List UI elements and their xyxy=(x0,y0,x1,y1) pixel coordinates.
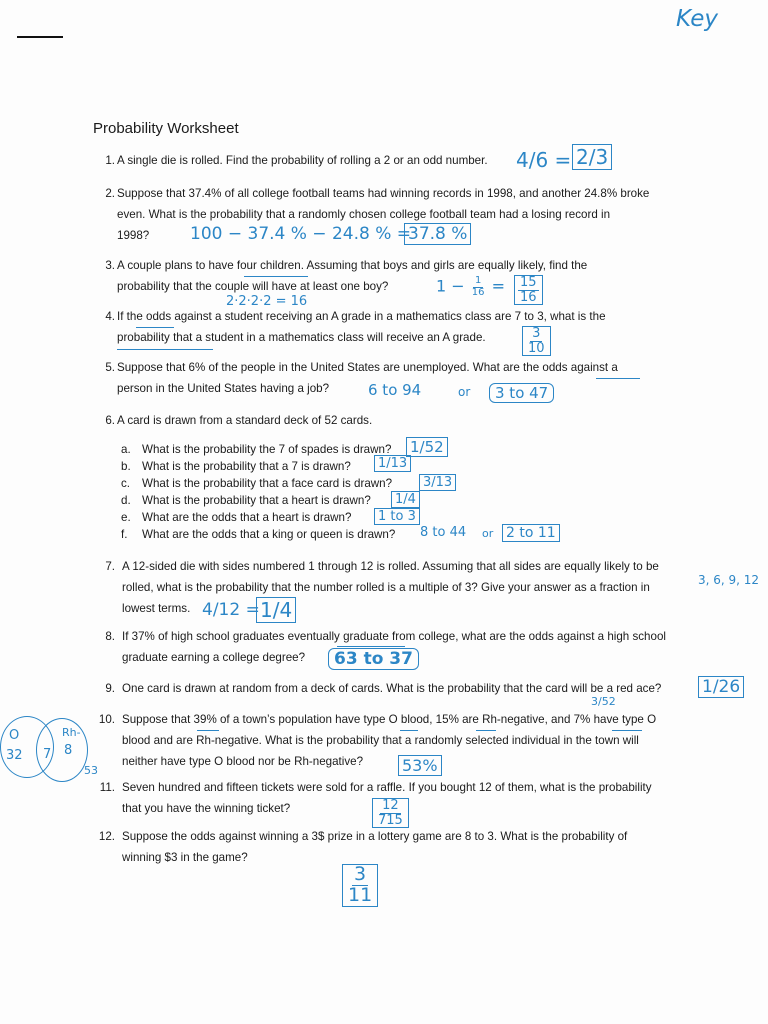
subquestion-text: What are the odds that a king or queen is drawn? xyxy=(142,528,396,541)
answer-11-box xyxy=(372,798,409,828)
question-text: A card is drawn from a standard deck of 52 cards. xyxy=(117,414,373,427)
fraction-numerator: 15 xyxy=(520,275,537,290)
question-text: neither have type O blood nor be Rh-negative? xyxy=(122,755,364,768)
subquestion-text: What is the probability that a face card is drawn? xyxy=(142,477,393,490)
subquestion-text: What are the odds that a heart is drawn? xyxy=(142,511,352,524)
question-text: winning $3 in the game? xyxy=(122,851,248,864)
venn-region-c: 8 xyxy=(64,743,73,758)
fraction-denominator: 715 xyxy=(378,812,403,828)
page-title: Probability Worksheet xyxy=(93,120,239,137)
answer-6c-box: 3/13 xyxy=(419,474,456,491)
underline-mark xyxy=(136,327,174,328)
question-number: 10. xyxy=(98,713,115,726)
underline-mark xyxy=(400,730,418,731)
subquestion-letter: d. xyxy=(121,494,131,507)
subquestion-text: What is the probability the 7 of spades is drawn? xyxy=(142,443,392,456)
question-number: 3. xyxy=(105,259,115,272)
question-text: blood and are Rh-negative. What is the probability that a randomly selected individual in the town will xyxy=(122,734,639,747)
question-number: 8. xyxy=(105,630,115,643)
answer-3-equals: = xyxy=(491,276,505,296)
answer-6f-box: 2 to 11 xyxy=(502,524,560,542)
underline-mark xyxy=(476,730,496,731)
answer-4-box xyxy=(522,326,551,356)
underline-mark xyxy=(197,730,219,731)
answer-3-work-lead: 1 − xyxy=(436,276,465,296)
answer-2-work: 100 − 37.4 % − 24.8 % = xyxy=(190,224,412,244)
subquestion-text: What is the probability that a heart is drawn? xyxy=(142,494,371,507)
question-number: 7. xyxy=(105,560,115,573)
answer-7-note: 3, 6, 9, 12 xyxy=(698,573,760,587)
question-text: If the odds against a student receiving an A grade in a mathematics class are 7 to 3, what is the xyxy=(117,310,606,323)
answer-1-work: 4/6 = xyxy=(516,148,572,172)
venn-region-a: 32 xyxy=(6,748,23,763)
answer-6a-box: 1/52 xyxy=(406,437,448,457)
subquestion-letter: c. xyxy=(121,477,131,490)
answer-5-or: or xyxy=(458,385,471,399)
answer-3-work-fraction xyxy=(470,276,487,298)
question-text: Seven hundred and fifteen tickets were sold for a raffle. If you bought 12 of them, what is the probability xyxy=(122,781,652,794)
fraction-denominator: 11 xyxy=(348,883,373,906)
question-number: 6. xyxy=(105,414,115,427)
answer-6d-box: 1/4 xyxy=(391,491,420,508)
question-text: A 12-sided die with sides numbered 1 through 12 is rolled. Assuming that all sides are equally likely to be xyxy=(122,560,659,573)
answer-6f-work: 8 to 44 xyxy=(420,525,467,540)
question-text: Suppose the odds against winning a 3$ prize in a lottery game are 8 to 3. What is the probability of xyxy=(122,830,628,843)
fraction-denominator: 16 xyxy=(520,289,537,305)
underline-mark xyxy=(596,378,640,379)
answer-7-box: 1/4 xyxy=(256,597,296,623)
answer-8-box: 63 to 37 xyxy=(328,648,419,670)
answer-12-fraction xyxy=(346,865,374,906)
answer-6f-or: or xyxy=(482,527,494,540)
answer-2-box: 37.8 % xyxy=(404,223,471,245)
fraction-numerator: 12 xyxy=(382,798,399,813)
answer-3-note: 2·2·2·2 = 16 xyxy=(226,294,308,309)
answer-9-box: 1/26 xyxy=(698,676,744,698)
question-number: 1. xyxy=(105,154,115,167)
answer-12-box xyxy=(342,864,378,907)
question-text: person in the United States having a job? xyxy=(117,382,330,395)
underline-mark xyxy=(337,646,405,647)
subquestion-text: What is the probability that a 7 is drawn? xyxy=(142,460,351,473)
question-number: 2. xyxy=(105,187,115,200)
venn-label-left: O xyxy=(9,728,20,743)
dash-mark xyxy=(17,36,63,38)
question-text: even. What is the probability that a randomly chosen college football team had a losing record in xyxy=(117,208,611,221)
question-text: Suppose that 37.4% of all college football teams had winning records in 1998, and another 24.8% broke xyxy=(117,187,650,200)
question-number: 9. xyxy=(105,682,115,695)
question-number: 5. xyxy=(105,361,115,374)
underline-mark xyxy=(244,276,308,277)
answer-3-box xyxy=(514,275,543,305)
key-mark: Key xyxy=(676,6,719,32)
answer-6b-box: 1/13 xyxy=(374,455,411,472)
question-number: 11. xyxy=(99,781,115,794)
question-text: probability that the couple will have at least one boy? xyxy=(117,280,389,293)
answer-5-box: 3 to 47 xyxy=(489,383,554,403)
venn-total: 53 xyxy=(84,764,98,777)
question-text: Suppose that 6% of the people in the United States are unemployed. What are the odds against a xyxy=(117,361,618,374)
question-text: rolled, what is the probability that the number rolled is a multiple of 3? Give your answer as a fraction in xyxy=(122,581,650,594)
question-text: Suppose that 39% of a town’s population have type O blood, 15% are Rh-negative, and 7% have type O xyxy=(122,713,657,726)
question-text: probability that a student in a mathematics class will receive an A grade. xyxy=(117,331,486,344)
fraction-denominator: 10 xyxy=(528,340,545,356)
underline-mark xyxy=(612,730,642,731)
question-text: A single die is rolled. Find the probability of rolling a 2 or an odd number. xyxy=(117,154,488,167)
question-text: One card is drawn at random from a deck of cards. What is the probability that the card will be a red ace? xyxy=(122,682,662,695)
venn-label-right: Rh- xyxy=(62,726,81,739)
subquestion-letter: b. xyxy=(121,460,131,473)
question-text: If 37% of high school graduates eventually graduate from college, what are the odds against a high school xyxy=(122,630,666,643)
fraction-numerator: 3 xyxy=(532,326,541,341)
answer-4-fraction xyxy=(526,327,547,355)
fraction-denominator: 16 xyxy=(471,286,485,298)
underline-mark xyxy=(117,349,213,350)
subquestion-letter: e. xyxy=(121,511,131,524)
answer-10-note: 3/52 xyxy=(591,695,616,708)
question-number: 12. xyxy=(98,830,115,843)
fraction-numerator: 3 xyxy=(354,863,367,885)
answer-7-work: 4/12 = xyxy=(202,600,260,620)
question-text: graduate earning a college degree? xyxy=(122,651,306,664)
question-number: 4. xyxy=(105,310,115,323)
question-text: A couple plans to have four children. Assuming that boys and girls are equally likely, find the xyxy=(117,259,588,272)
answer-11-fraction xyxy=(376,799,405,827)
subquestion-letter: a. xyxy=(121,443,131,456)
answer-10-box: 53% xyxy=(398,755,442,776)
fraction-numerator: 1 xyxy=(474,275,482,286)
question-text: lowest terms. xyxy=(122,602,191,615)
answer-6e-box: 1 to 3 xyxy=(374,508,420,525)
question-text: 1998? xyxy=(117,229,150,242)
question-text: that you have the winning ticket? xyxy=(122,802,291,815)
answer-3-work xyxy=(436,276,505,298)
subquestion-letter: f. xyxy=(121,528,128,541)
answer-3-fraction xyxy=(518,276,539,304)
venn-region-b: 7 xyxy=(43,747,52,762)
answer-1-box: 2/3 xyxy=(572,144,612,170)
answer-5-work: 6 to 94 xyxy=(368,381,422,399)
